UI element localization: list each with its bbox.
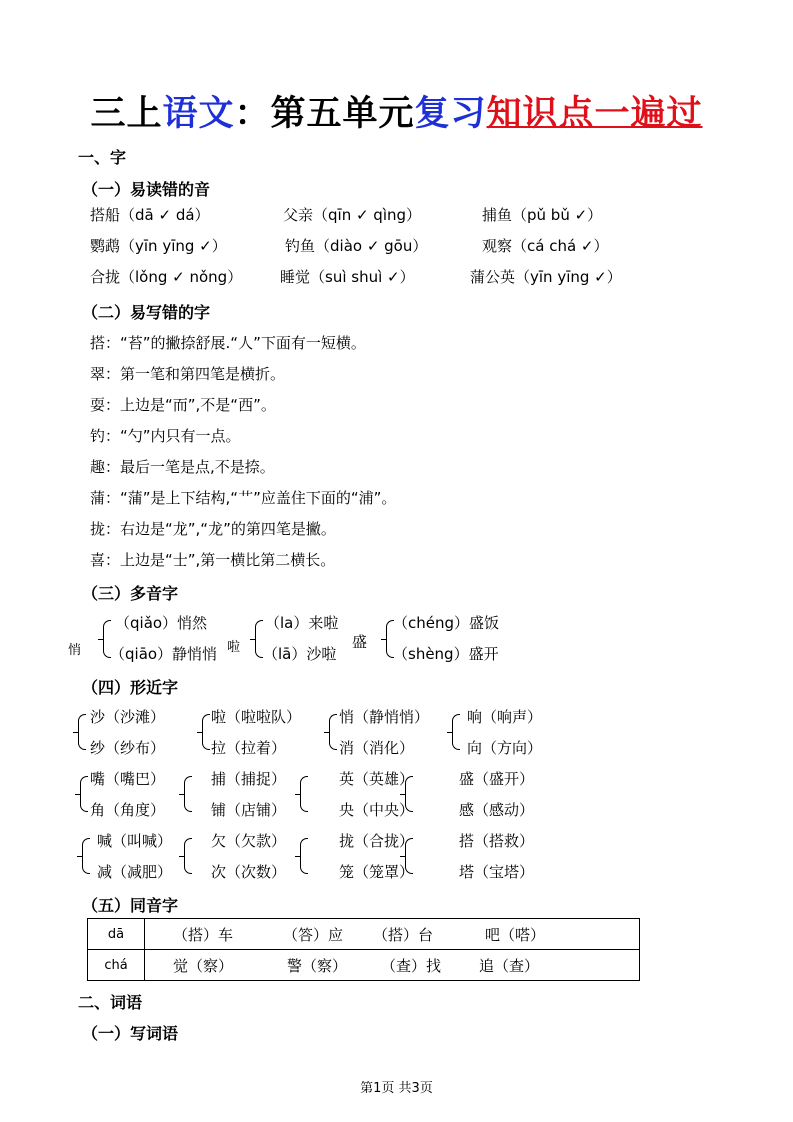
polyphone-char: 悄 bbox=[68, 643, 82, 658]
pron-item: 合拢（lǒng ✓ nǒng） bbox=[90, 268, 243, 286]
subheading-1-2: （二）易写错的字 bbox=[82, 303, 211, 322]
word-item: （查）找 bbox=[381, 956, 442, 975]
similar-char: 角（角度） bbox=[90, 801, 166, 819]
writing-note: 趣：最后一笔是点,不是捺。 bbox=[90, 458, 275, 476]
pron-item: 蒲公英（yīn yīng ✓） bbox=[470, 268, 622, 286]
table-row bbox=[88, 950, 640, 981]
page-footer: 第1页 共3页 bbox=[360, 1081, 433, 1096]
subheading-1-4: （四）形近字 bbox=[82, 678, 179, 697]
polyphone-reading: （chéng）盛饭 bbox=[393, 614, 500, 632]
similar-char: 悄（静悄悄） bbox=[339, 708, 430, 726]
words-cell bbox=[145, 919, 640, 950]
pinyin-cell: dā bbox=[88, 919, 145, 950]
brace bbox=[300, 838, 308, 874]
similar-char: 拉（拉着） bbox=[211, 739, 287, 757]
title-part5: 知识点一遍过 bbox=[486, 94, 703, 134]
similar-char: 拢（合拢） bbox=[339, 832, 415, 850]
section-heading-2: 二、词语 bbox=[78, 993, 143, 1012]
similar-char: 沙（沙滩） bbox=[90, 708, 166, 726]
similar-char: 纱（纱布） bbox=[90, 739, 166, 757]
similar-char: 捕（捕捉） bbox=[211, 770, 287, 788]
writing-note: 蒲：“蒲”是上下结构,“艹”应盖住下面的“浦”。 bbox=[90, 489, 397, 507]
section-heading-1: 一、字 bbox=[78, 148, 127, 167]
brace bbox=[300, 776, 308, 812]
polyphone-reading: （qiāo）静悄悄 bbox=[110, 645, 218, 663]
polyphone-char: 盛 bbox=[352, 633, 368, 651]
brace bbox=[80, 776, 88, 812]
similar-char: 英（英雄） bbox=[339, 770, 415, 788]
pron-item: 睡觉（suì shuì ✓） bbox=[280, 268, 415, 286]
writing-note: 喜：上边是“士”,第一横比第二横长。 bbox=[90, 551, 336, 569]
subheading-1-5: （五）同音字 bbox=[82, 896, 179, 915]
subheading-1-1: （一）易读错的音 bbox=[82, 180, 211, 199]
polyphone-char: 啦 bbox=[227, 640, 241, 655]
words-cell bbox=[145, 950, 640, 981]
word-item: （答）应 bbox=[283, 925, 344, 944]
brace bbox=[184, 838, 192, 874]
pron-item: 观察（cá chá ✓） bbox=[482, 237, 609, 255]
title-part1: 三上 bbox=[90, 94, 163, 134]
similar-char: 向（方向） bbox=[467, 739, 543, 757]
similar-char: 啦（啦啦队） bbox=[211, 708, 302, 726]
similar-char: 减（减肥） bbox=[97, 863, 173, 881]
similar-char: 感（感动） bbox=[459, 801, 535, 819]
similar-char: 盛（盛开） bbox=[459, 770, 535, 788]
word-item: 追（查） bbox=[479, 956, 540, 975]
word-item: 觉（察） bbox=[173, 956, 234, 975]
similar-char: 央（中央） bbox=[339, 801, 415, 819]
writing-note: 翠：第一笔和第四笔是横折。 bbox=[90, 365, 286, 383]
word-item: 警（察） bbox=[287, 956, 348, 975]
word-item: 吧（嗒） bbox=[485, 925, 546, 944]
polyphone-reading: （shèng）盛开 bbox=[393, 645, 499, 663]
similar-char: 铺（店铺） bbox=[211, 801, 287, 819]
similar-char: 响（响声） bbox=[467, 708, 543, 726]
similar-char: 消（消化） bbox=[339, 739, 415, 757]
pinyin-cell: chá bbox=[88, 950, 145, 981]
pron-item: 捕鱼（pǔ bǔ ✓） bbox=[482, 206, 603, 224]
pron-item: 鹦鹉（yīn yīng ✓） bbox=[90, 237, 227, 255]
polyphone-reading: （lā）沙啦 bbox=[263, 645, 337, 663]
word-item: （搭）台 bbox=[373, 925, 434, 944]
brace bbox=[255, 620, 263, 658]
similar-char: 喊（叫喊） bbox=[97, 832, 173, 850]
brace bbox=[184, 776, 192, 812]
subheading-2-1: （一）写词语 bbox=[82, 1024, 179, 1043]
brace bbox=[405, 776, 413, 812]
pron-item: 父亲（qīn ✓ qìng） bbox=[283, 206, 422, 224]
brace bbox=[405, 838, 413, 874]
pron-item: 钓鱼（diào ✓ gōu） bbox=[285, 237, 428, 255]
homophone-table bbox=[87, 918, 640, 981]
title-part2: 语文 bbox=[162, 94, 235, 134]
writing-note: 搭：“苔”的撇捺舒展.“人”下面有一短横。 bbox=[90, 334, 366, 352]
subheading-1-3: （三）多音字 bbox=[82, 584, 179, 603]
polyphone-reading: （qiǎo）悄然 bbox=[115, 614, 208, 632]
word-item: （搭）车 bbox=[173, 925, 234, 944]
brace bbox=[202, 714, 210, 750]
title-part4: 复习 bbox=[414, 94, 487, 134]
writing-note: 拢：右边是“龙”,“龙”的第四笔是撇。 bbox=[90, 520, 336, 538]
pron-item: 搭船（dā ✓ dá） bbox=[90, 206, 210, 224]
brace bbox=[329, 714, 337, 750]
brace bbox=[82, 838, 90, 874]
similar-char: 嘴（嘴巴） bbox=[90, 770, 166, 788]
similar-char: 塔（宝塔） bbox=[459, 863, 535, 881]
table-row bbox=[88, 919, 640, 950]
page-title bbox=[0, 86, 793, 136]
brace bbox=[78, 714, 86, 750]
similar-char: 笼（笼罩） bbox=[339, 863, 415, 881]
writing-note: 耍：上边是“而”,不是“西”。 bbox=[90, 396, 276, 414]
similar-char: 欠（欠款） bbox=[211, 832, 287, 850]
brace bbox=[452, 714, 460, 750]
similar-char: 次（次数） bbox=[211, 863, 287, 881]
writing-note: 钓：“勺”内只有一点。 bbox=[90, 427, 241, 445]
title-part3: ：第五单元 bbox=[234, 94, 415, 134]
similar-char: 搭（搭救） bbox=[459, 832, 535, 850]
polyphone-reading: （la）来啦 bbox=[265, 614, 339, 632]
